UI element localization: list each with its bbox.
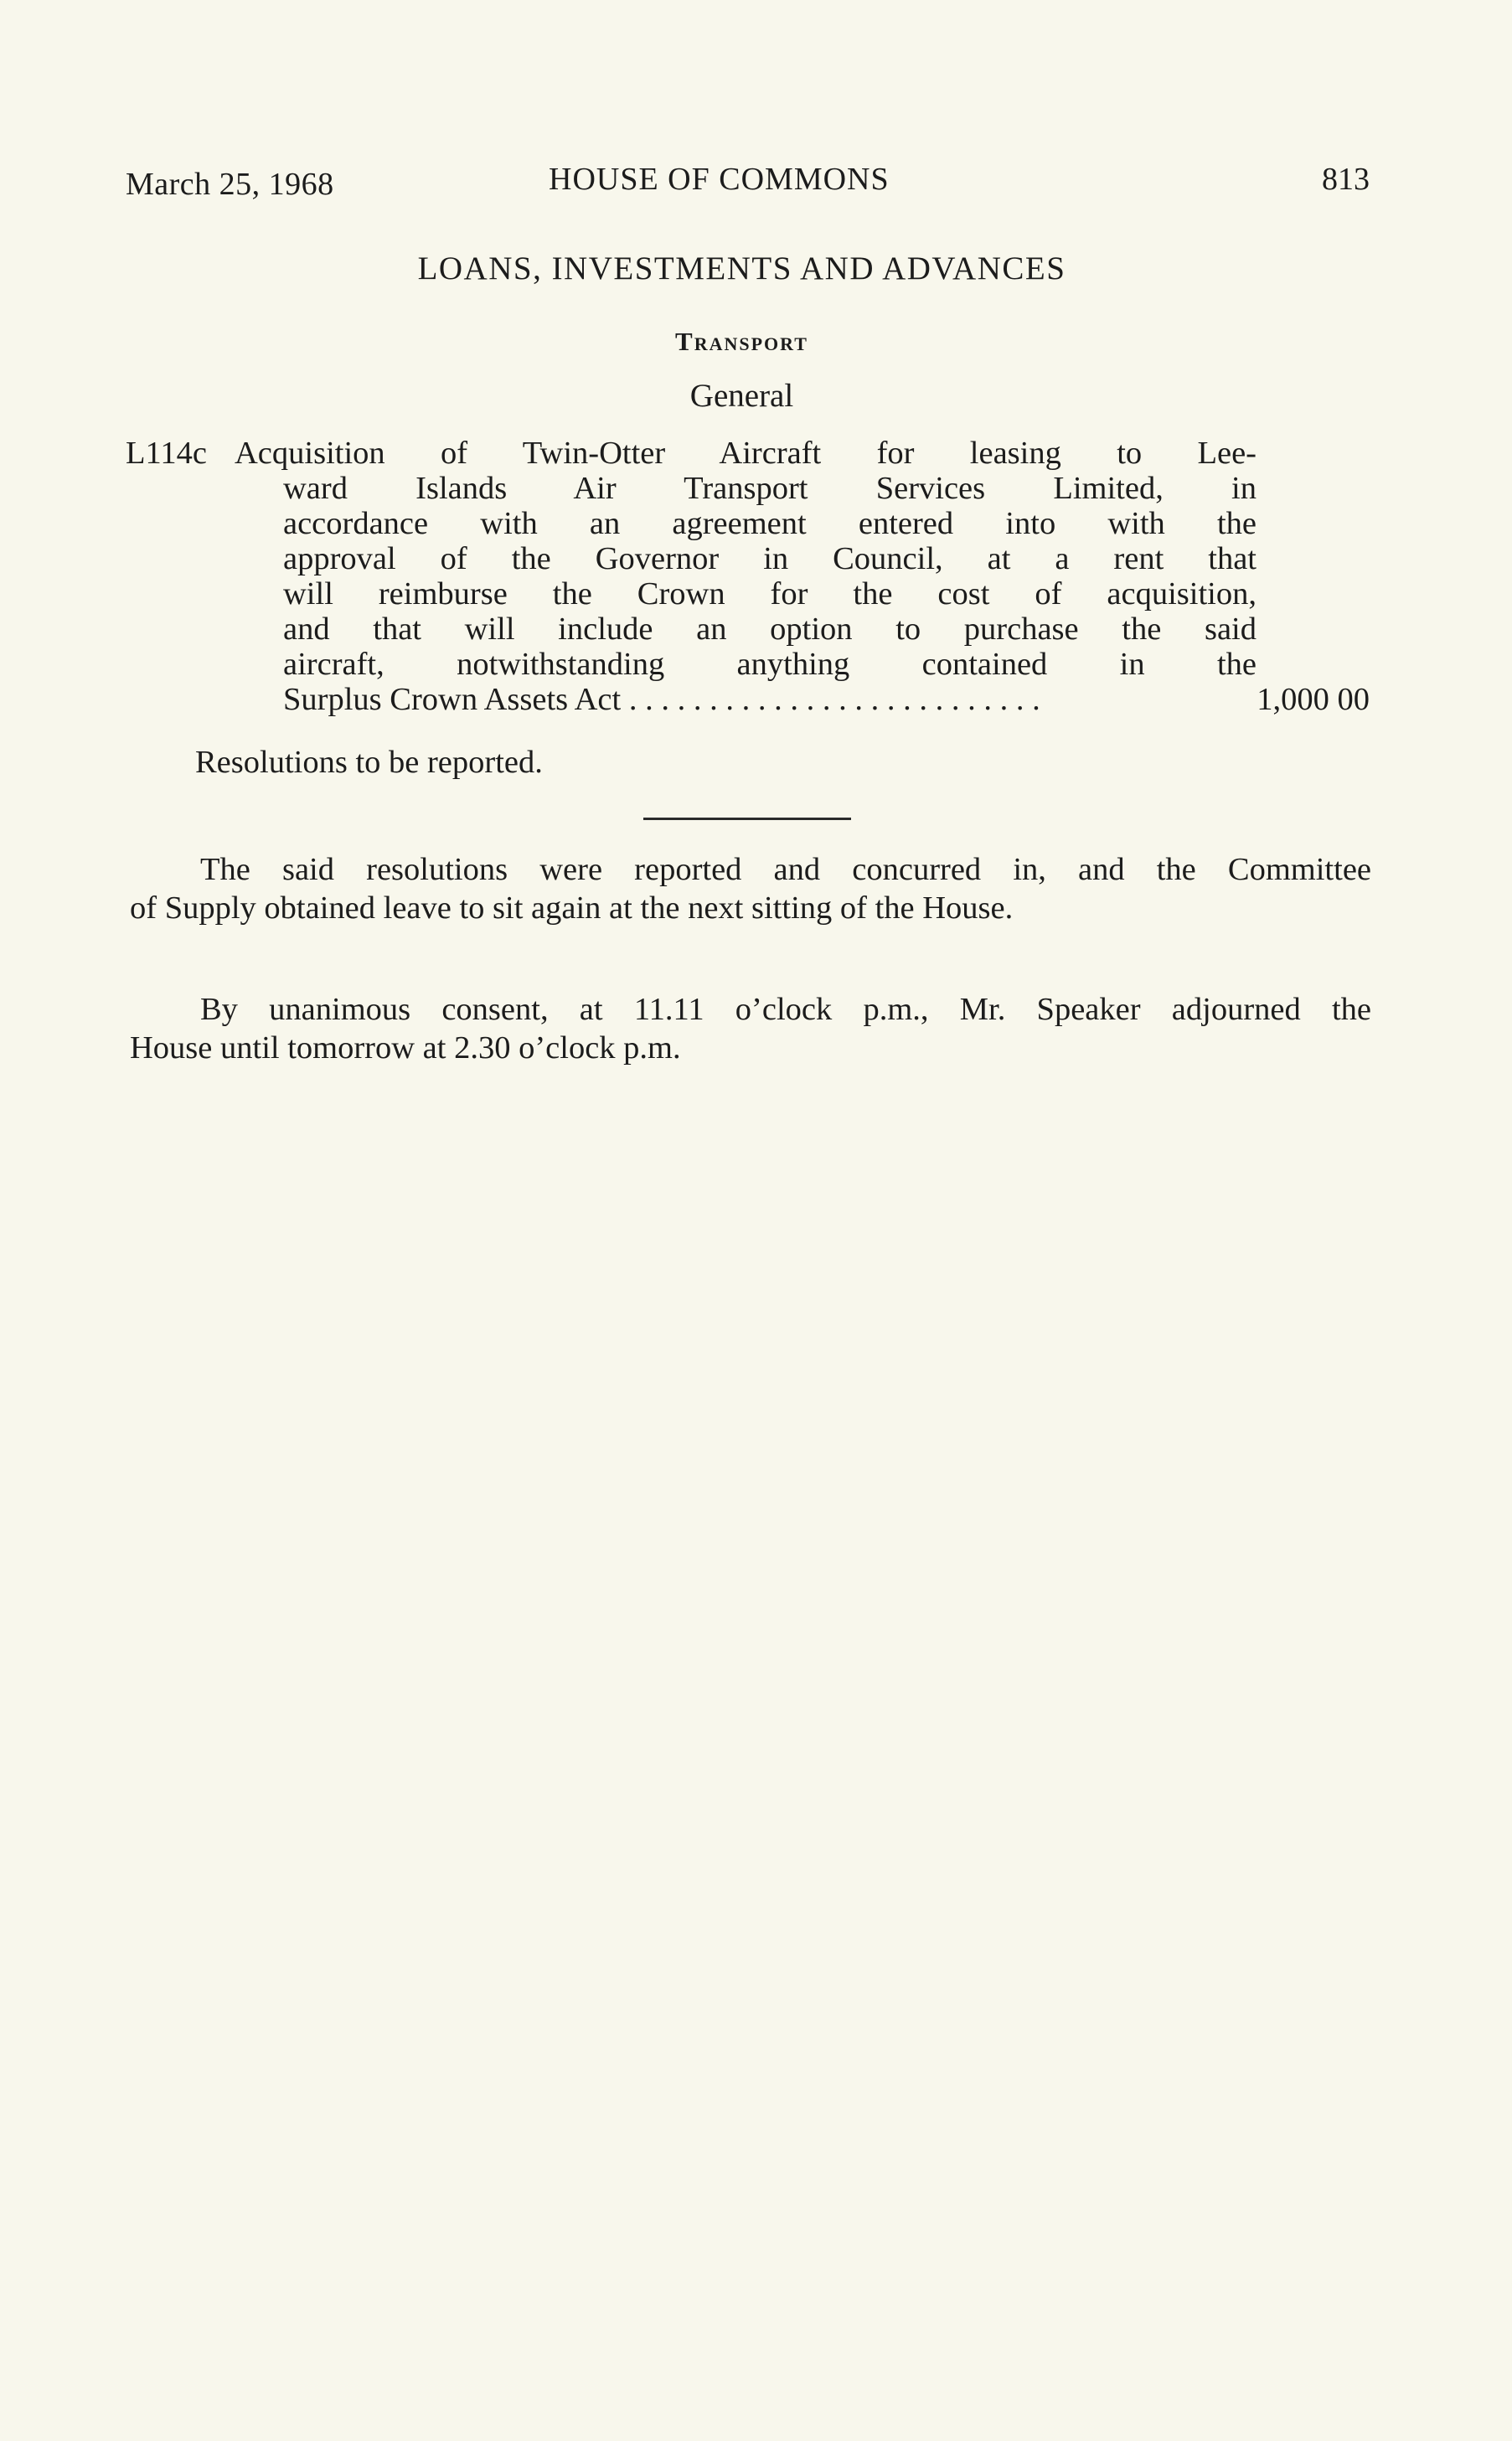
vote-description-line: and that will include an option to purchase the said	[283, 612, 1257, 647]
vote-description-line: accordance with an agreement entered into with the	[283, 506, 1257, 541]
vote-description-line: approval of the Governor in Council, at a rent that	[283, 541, 1257, 576]
paragraph-line: of Supply obtained leave to sit again at the next sitting of the House.	[130, 890, 1014, 926]
paragraph-line: By unanimous consent, at 11.11 o’clock p.m., Mr. Speaker adjourned the	[200, 992, 1371, 1027]
vote-description-last-line	[283, 682, 1257, 717]
paragraph-adjournment	[130, 990, 1371, 1067]
running-head	[126, 161, 1370, 204]
subheading: General	[689, 378, 794, 414]
vote-description-line: ward Islands Air Transport Services Limited, in	[283, 471, 1257, 506]
vote-description-line: Surplus Crown Assets Act	[283, 682, 622, 717]
department-heading: Transport	[675, 327, 808, 356]
paragraph-line: The said resolutions were reported and concurred in, and the Committee	[200, 852, 1371, 887]
header-title: HOUSE OF COMMONS	[549, 162, 890, 197]
section-title: LOANS, INVESTMENTS AND ADVANCES	[417, 250, 1066, 286]
page-number: 813	[1322, 162, 1370, 197]
vote-code: L114c	[126, 436, 207, 471]
paragraph-resolutions-reported	[130, 850, 1371, 927]
vote-description-line: aircraft, notwithstanding anything contained in the	[283, 647, 1257, 682]
vote-amount: 1,000 00	[1257, 682, 1370, 717]
vote-description-line: Acquisition of Twin-Otter Aircraft for leasing to Lee-	[235, 436, 1257, 471]
paragraph-line: House until tomorrow at 2.30 o’clock p.m.	[130, 1030, 681, 1066]
section-divider	[643, 818, 851, 820]
header-date: March 25, 1968	[126, 167, 334, 202]
resolutions-note: Resolutions to be reported.	[195, 745, 543, 780]
vote-description-line: will reimburse the Crown for the cost of acquisition,	[283, 576, 1257, 612]
dot-leader: . . . . . . . . . . . . . . . . . . . . . . . . . .	[628, 682, 1040, 717]
